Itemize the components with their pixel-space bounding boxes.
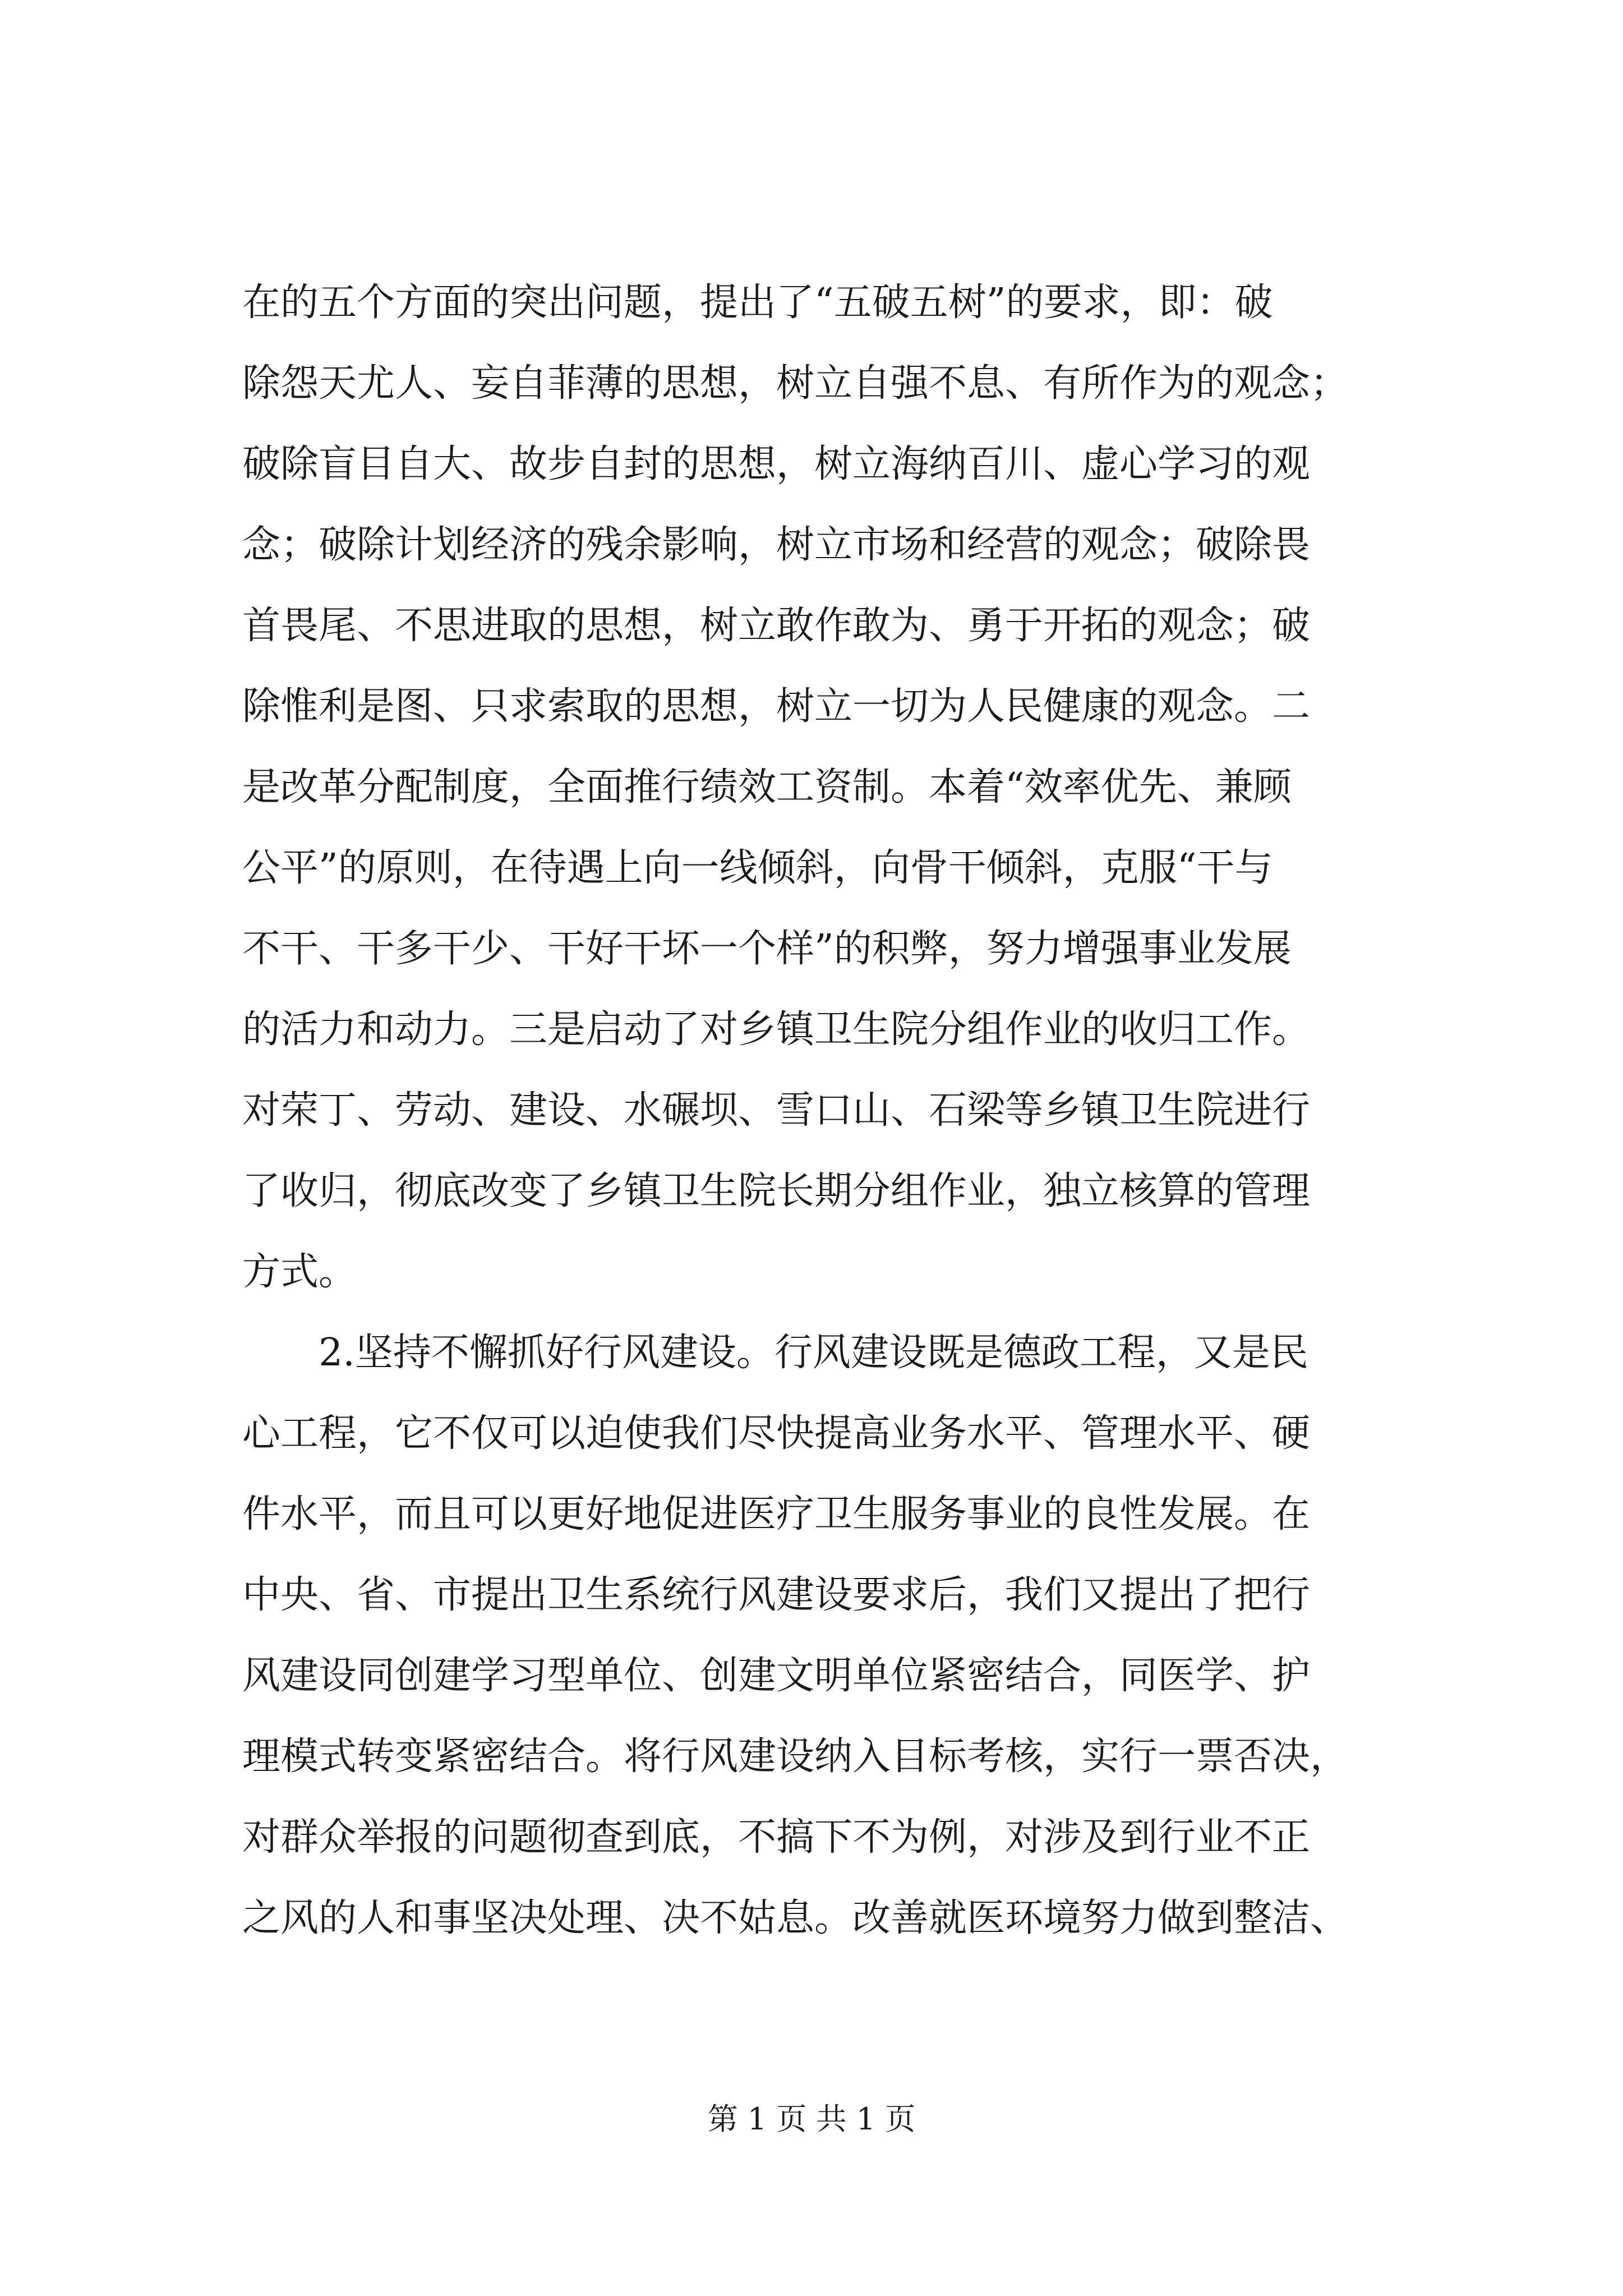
text-line: 不干、干多干少、干好干坏一个样”的积弊，努力增强事业发展 <box>242 927 1292 971</box>
text-line: 了收归，彻底改变了乡镇卫生院长期分组作业，独立核算的管理 <box>242 1169 1311 1213</box>
text-line: 中央、省、市提出卫生系统行风建设要求后，我们又提出了把行 <box>242 1573 1311 1617</box>
body-text <box>242 263 1437 1959</box>
text-line: 念；破除计划经济的残余影响，树立市场和经营的观念；破除畏 <box>242 523 1311 567</box>
text-line: 方式。 <box>242 1250 357 1294</box>
text-line: 是改革分配制度，全面推行绩效工资制。本着“效率优先、兼顾 <box>242 765 1292 809</box>
text-line: 的活力和动力。三是启动了对乡镇卫生院分组作业的收归工作。 <box>242 1007 1311 1052</box>
text-line: 对荣丁、劳动、建设、水碾坝、雪口山、石梁等乡镇卫生院进行 <box>242 1088 1311 1133</box>
text-line: 首畏尾、不思进取的思想，树立敢作敢为、勇于开拓的观念；破 <box>242 604 1311 648</box>
text-line: 心工程，它不仅可以迫使我们尽快提高业务水平、管理水平、硬 <box>242 1411 1311 1456</box>
text-line: 破除盲目自大、故步自封的思想，树立海纳百川、虚心学习的观 <box>242 442 1311 486</box>
text-line: 之风的人和事坚决处理、决不姑息。改善就医环境努力做到整洁、 <box>242 1896 1349 1940</box>
text-line: 对群众举报的问题彻查到底，不搞下不为例，对涉及到行业不正 <box>242 1815 1311 1860</box>
text-line: 件水平，而且可以更好地促进医疗卫生服务事业的良性发展。在 <box>242 1492 1311 1536</box>
text-line: 除怨天尤人、妄自菲薄的思想，树立自强不息、有所作为的观念； <box>242 361 1349 406</box>
text-line: 公平”的原则，在待遇上向一线倾斜，向骨干倾斜，克服“干与 <box>242 846 1273 890</box>
text-line: 理模式转变紧密结合。将行风建设纳入目标考核，实行一票否决， <box>242 1734 1349 1779</box>
text-line: 在的五个方面的突出问题，提出了“五破五树”的要求，即：破 <box>242 280 1273 325</box>
text-line: 除惟利是图、只求索取的思想，树立一切为人民健康的观念。二 <box>242 684 1311 729</box>
text-line: 风建设同创建学习型单位、创建文明单位紧密结合，同医学、护 <box>242 1654 1311 1698</box>
page-footer: 第 1 页 共 1 页 <box>707 2101 916 2137</box>
text-line: 2.坚持不懈抓好行风建设。行风建设既是德政工程，又是民 <box>242 1331 1308 1375</box>
